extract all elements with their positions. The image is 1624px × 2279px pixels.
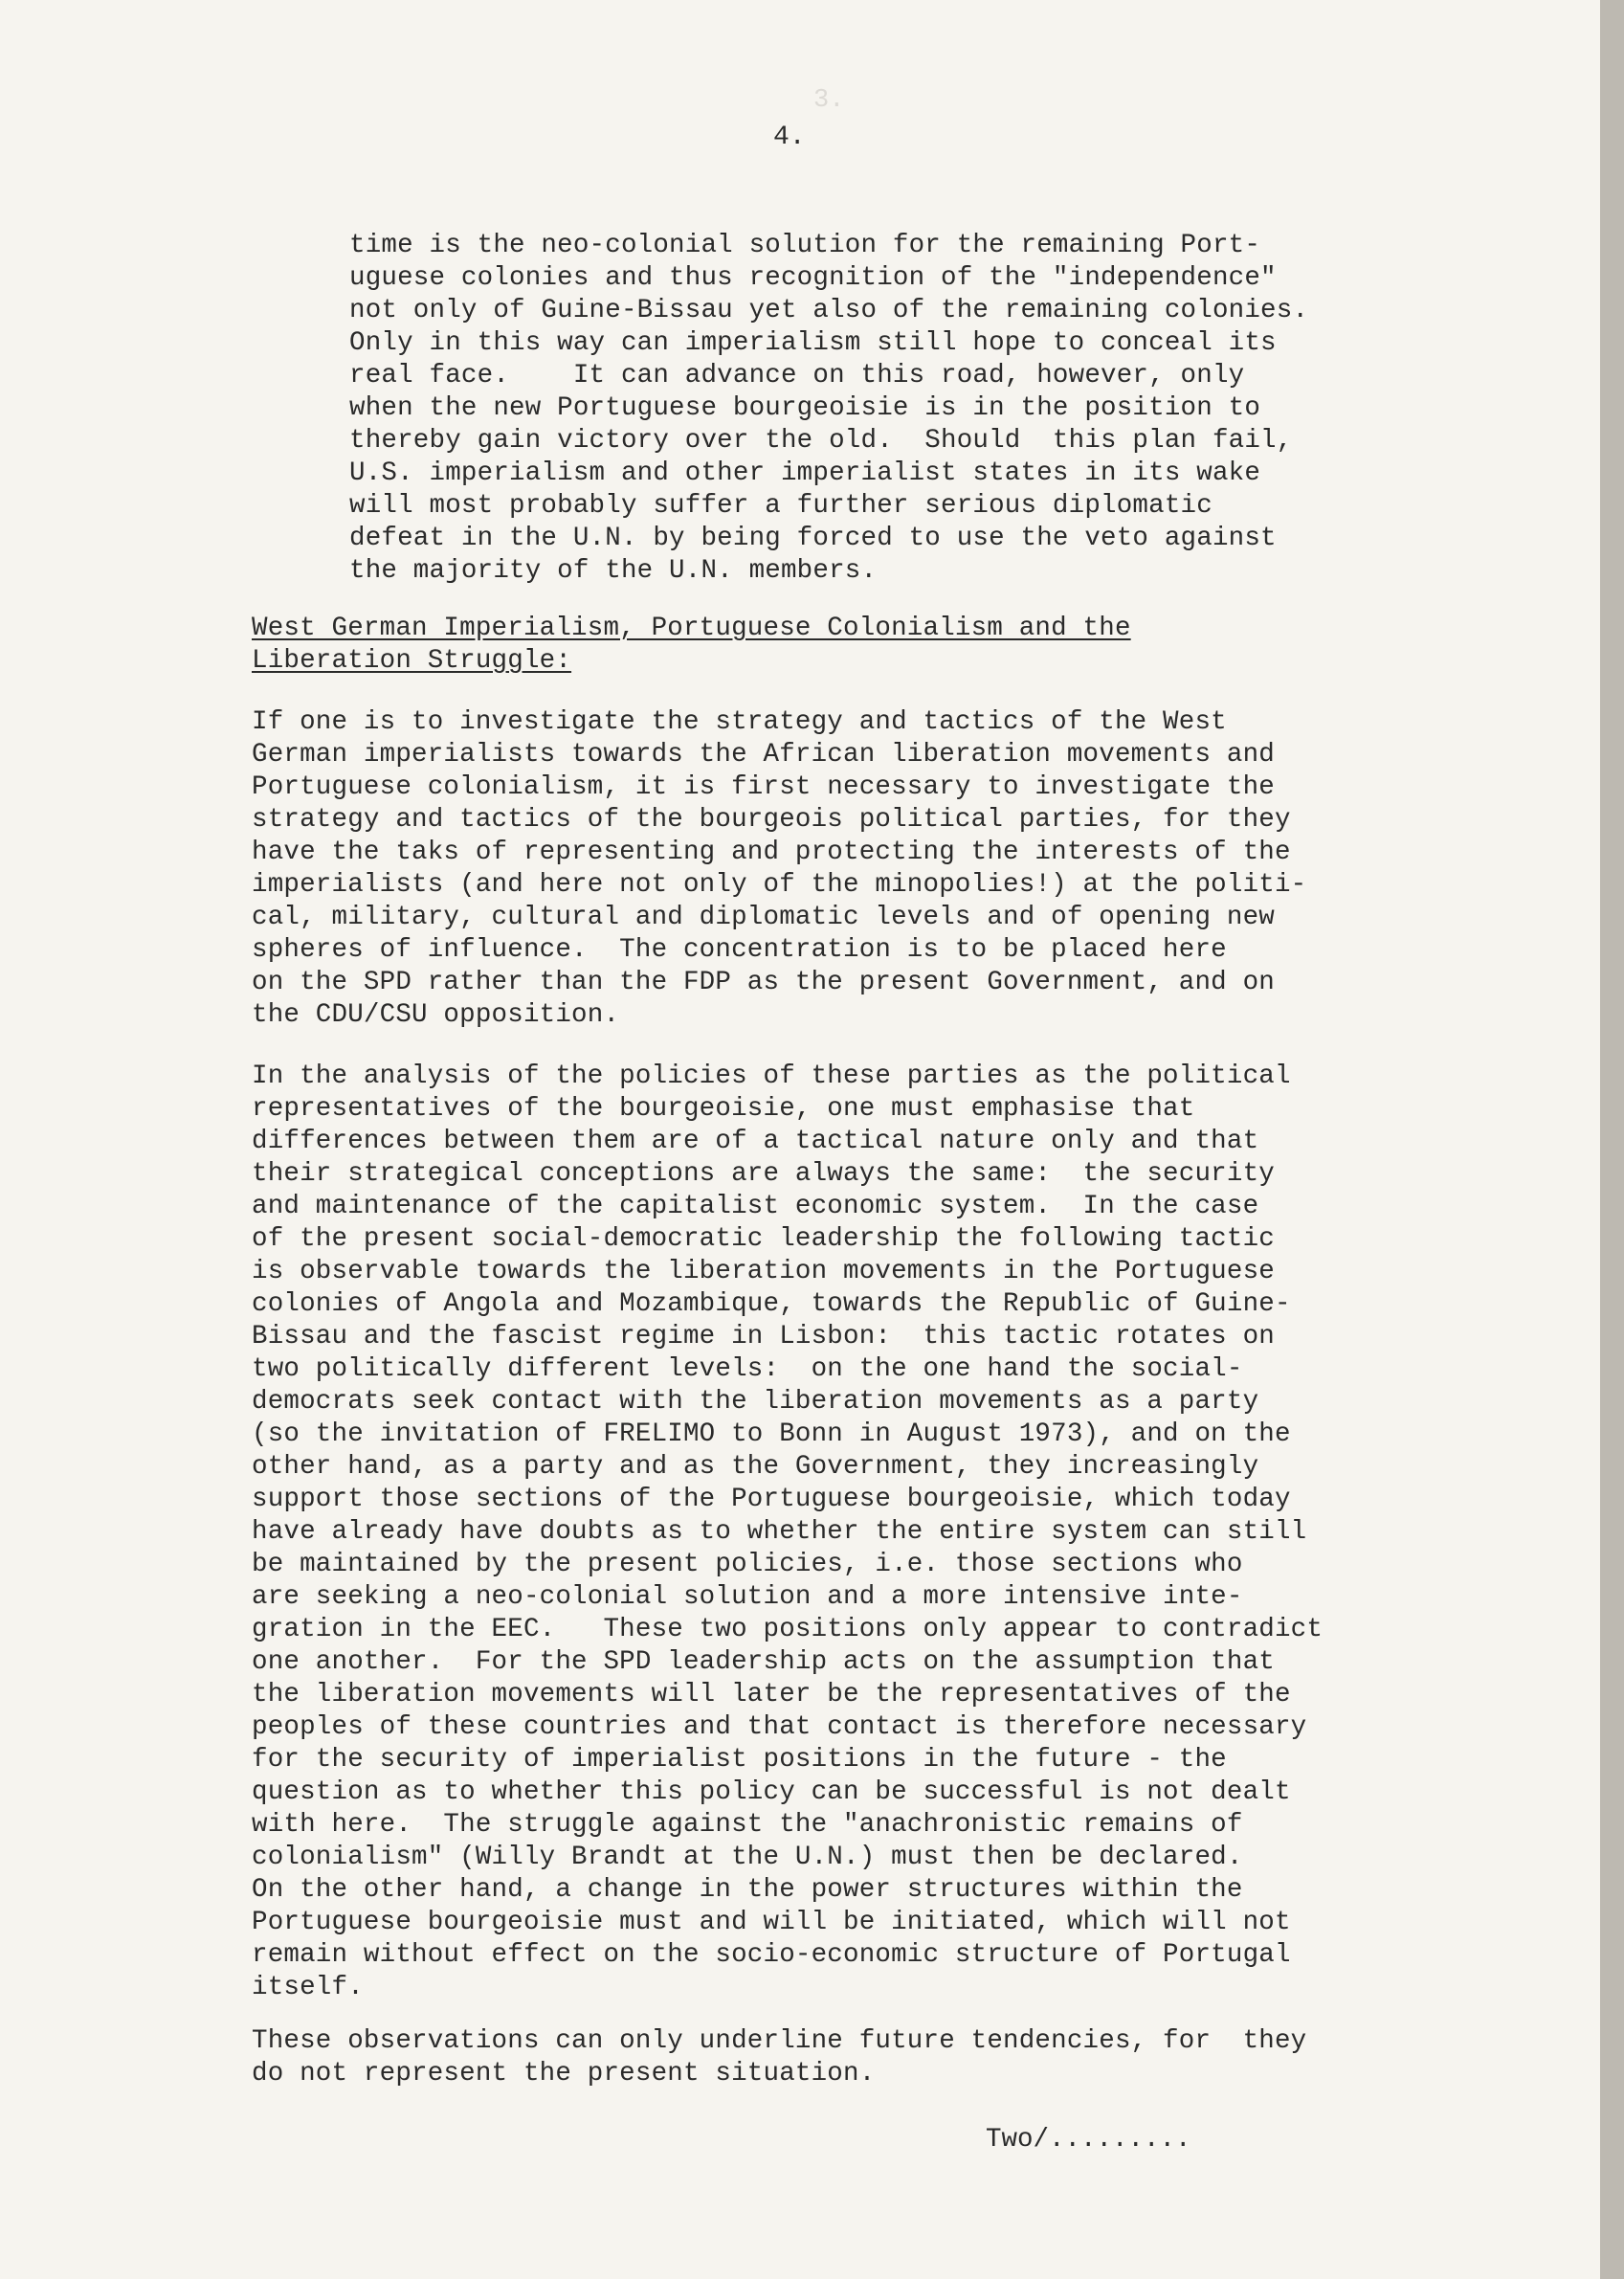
paragraph-1: time is the neo-colonial solution for the remaining Port- uguese colonies and thus recognition of the "independence" not only of Guine-Bissau yet also of the remaining colonies. Only in this way can imperialism still hope to conceal its real face. It can advance on this road, however, only when the new Portuguese bourgeoisie is in the position to thereby gain victory over the old. Should this plan fail, U.S. imperialism and other imperialist states in its wake will most probably suffer a further serious diplomatic defeat in the U.N. by being forced to use the veto against the majority of the U.N. members. xyxy=(349,231,1309,586)
continuation-marker: Two/......... xyxy=(986,2125,1191,2155)
page-number: 4. xyxy=(773,123,806,152)
bleed-through-page-mark: 3. xyxy=(813,86,845,115)
paragraph-3: In the analysis of the policies of these parties as the political representatives of the bourgeoisie, one must emphasise that differences between them are of a tactical nature only and that their strategical conceptions are always the same: the security and maintenance of the capitalist economic system. In the case of the present social-democratic leadership the following tactic is observable towards the liberation movements in the Portuguese colonies of Angola and Mozambique, towards the Republic of Guine- Bissau and the fascist regime in Lisbon: this tactic rotates on two politically different levels: on the one hand the social- democrats seek contact with the liberation movements as a party (so the invitation of FRELIMO to Bonn in August 1973), and on the other hand, as a party and as the Government, they increasingly support those sections of the Portuguese bourgeoisie, which today have already have doubts as to whether the entire system can still be maintained by the present policies, i.e. those sections who are seeking a neo-colonial solution and a more intensive inte- gration in the EEC. These two positions only appear to contradict one another. For the SPD leadership acts on the assumption that the liberation movements will later be the representatives of the peoples of these countries and that contact is therefore necessary for the security of imperialist positions in the future - the question as to whether this policy can be successful is not dealt with here. The struggle against the "anachronistic remains of colonialism" (Willy Brandt at the U.N.) must then be declared. On the other hand, a change in the power structures within the Portuguese bourgeoisie must and will be initiated, which will not remain without effect on the socio-economic structure of Portugal itself. xyxy=(252,1061,1324,2002)
page-edge-shadow xyxy=(1600,0,1624,2279)
paragraph-2: If one is to investigate the strategy and tactics of the West German imperialists towards the African liberation movements and Portuguese colonialism, it is first necessary to investigate the strategy and tactics of the bourgeois political parties, for they have the taks of representing and protecting the interests of the imperialists (and here not only of the minopolies!) at the politi- cal, military, cultural and diplomatic levels and of opening new spheres of influence. The concentration is to be placed here on the SPD rather than the FDP as the present Government, and on the CDU/CSU opposition. xyxy=(252,707,1307,1030)
paragraph-4: These observations can only underline future tendencies, for they do not represent the present situation. xyxy=(252,2026,1307,2089)
section-heading: West German Imperialism, Portuguese Colonialism and the Liberation Struggle: xyxy=(252,614,1131,676)
